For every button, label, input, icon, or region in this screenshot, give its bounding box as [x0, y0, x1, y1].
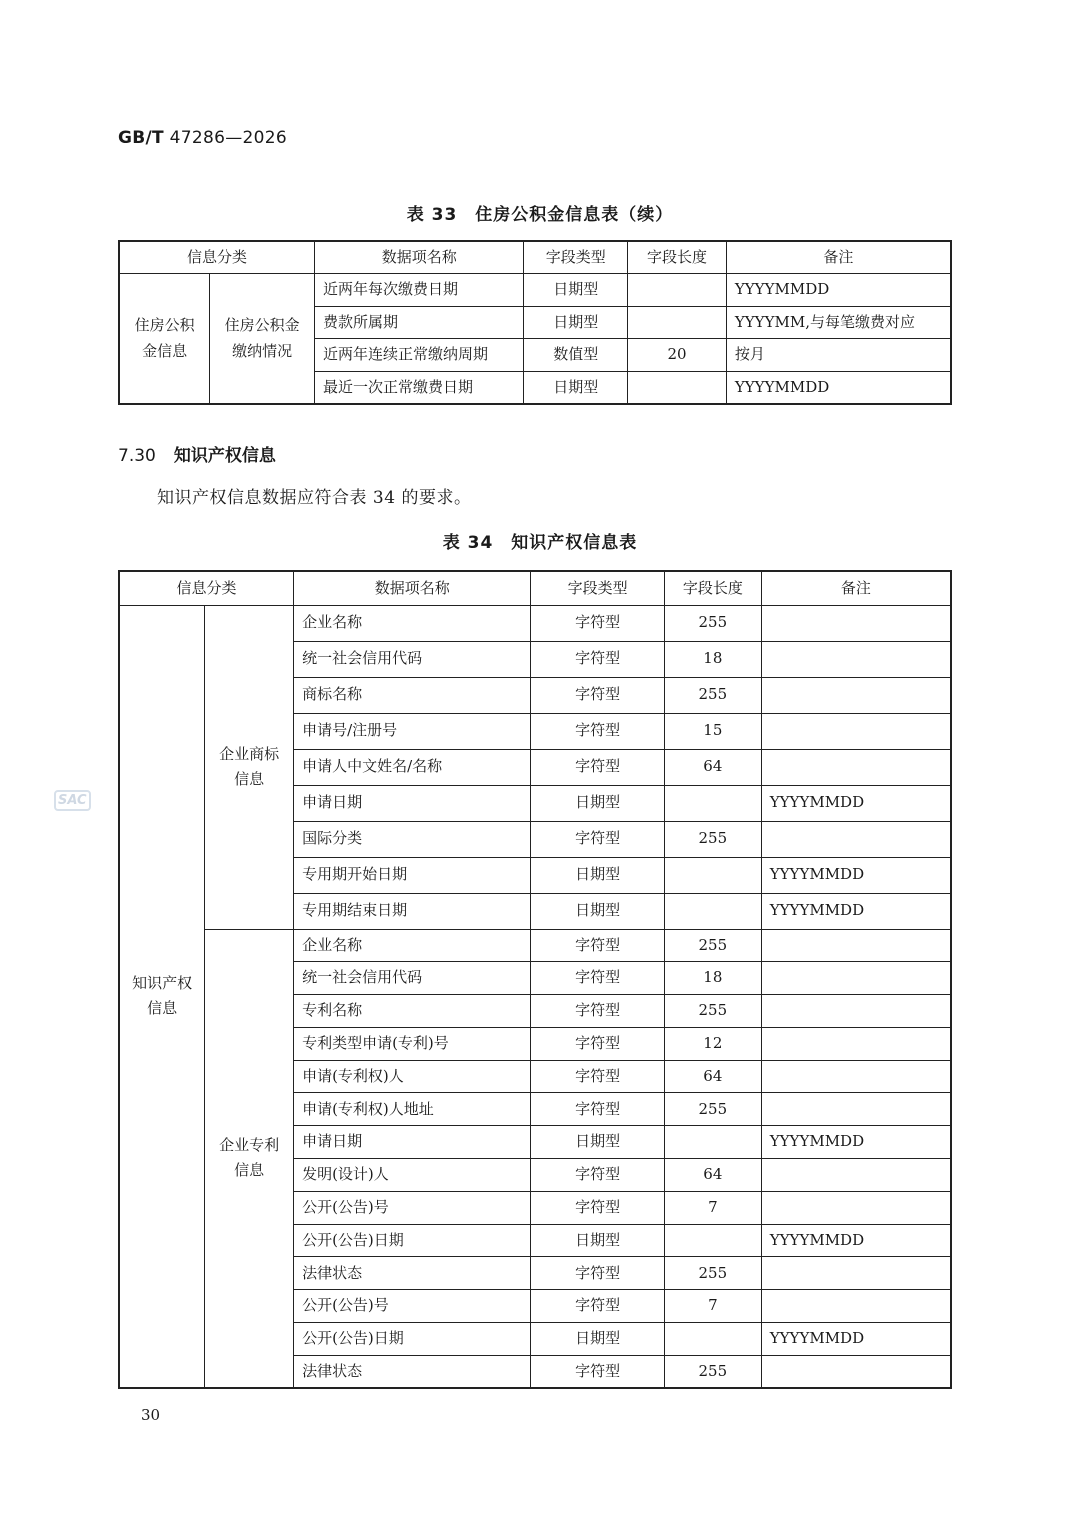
item-name-cell: 法律状态	[294, 1257, 531, 1290]
header-cell: 字段类型	[524, 241, 628, 274]
item-name-cell: 公开(公告)号	[294, 1191, 531, 1224]
sac-watermark: SAC	[54, 790, 91, 811]
field-type-cell: 日期型	[531, 1323, 665, 1356]
field-length-cell: 7	[664, 1191, 761, 1224]
field-type-cell: 字符型	[531, 641, 665, 677]
header-cell: 数据项名称	[315, 241, 524, 274]
field-type-cell: 字符型	[531, 1093, 665, 1126]
field-type-cell: 日期型	[531, 1126, 665, 1159]
item-name-cell: 申请(专利权)人	[294, 1060, 531, 1093]
field-length-cell	[664, 1224, 761, 1257]
field-type-cell: 日期型	[524, 371, 628, 404]
note-cell	[761, 821, 951, 857]
table-row	[119, 274, 951, 307]
note-cell	[761, 1355, 951, 1388]
item-name-cell: 最近一次正常缴费日期	[315, 371, 524, 404]
item-name-cell: 近两年连续正常缴纳周期	[315, 339, 524, 372]
note-cell	[761, 995, 951, 1028]
item-name-cell: 法律状态	[294, 1355, 531, 1388]
field-length-cell: 255	[664, 929, 761, 962]
note-cell	[761, 1093, 951, 1126]
note-cell: YYYYMMDD	[761, 857, 951, 893]
field-type-cell: 字符型	[531, 1355, 665, 1388]
field-length-cell: 255	[664, 1355, 761, 1388]
field-length-cell: 255	[664, 677, 761, 713]
item-name-cell: 公开(公告)号	[294, 1290, 531, 1323]
item-name-cell: 企业名称	[294, 929, 531, 962]
note-cell	[761, 1191, 951, 1224]
item-name-cell: 费款所属期	[315, 306, 524, 339]
field-type-cell: 字符型	[531, 1191, 665, 1224]
note-cell: 按月	[726, 339, 951, 372]
table34-header-row	[119, 571, 951, 605]
field-type-cell: 字符型	[531, 1027, 665, 1060]
table34-caption: 表 34 知识产权信息表	[442, 533, 638, 553]
note-cell	[761, 1257, 951, 1290]
header-cell: 字段长度	[628, 241, 727, 274]
field-length-cell	[664, 785, 761, 821]
field-length-cell: 7	[664, 1290, 761, 1323]
item-name-cell: 国际分类	[294, 821, 531, 857]
note-cell	[761, 1290, 951, 1323]
field-length-cell: 18	[664, 962, 761, 995]
note-cell	[761, 1060, 951, 1093]
item-name-cell: 申请号/注册号	[294, 713, 531, 749]
field-type-cell: 字符型	[531, 1257, 665, 1290]
field-length-cell: 64	[664, 1159, 761, 1192]
field-length-cell: 255	[664, 1093, 761, 1126]
section-title: 知识产权信息	[173, 446, 276, 466]
note-cell: YYYYMMDD	[761, 1323, 951, 1356]
header-cell: 信息分类	[119, 241, 315, 274]
standard-code	[118, 128, 287, 148]
field-length-cell: 18	[664, 641, 761, 677]
field-type-cell: 字符型	[531, 713, 665, 749]
field-length-cell	[628, 371, 727, 404]
field-length-cell: 15	[664, 713, 761, 749]
field-length-cell: 255	[664, 821, 761, 857]
item-name-cell: 企业名称	[294, 605, 531, 641]
field-type-cell: 日期型	[524, 306, 628, 339]
item-name-cell: 专用期结束日期	[294, 893, 531, 929]
item-name-cell: 近两年每次缴费日期	[315, 274, 524, 307]
paragraph: 知识产权信息数据应符合表 34 的要求。	[157, 488, 472, 508]
header-cell: 数据项名称	[294, 571, 531, 605]
note-cell: YYYYMMDD	[761, 1224, 951, 1257]
section-heading	[118, 441, 276, 466]
field-length-cell: 64	[664, 1060, 761, 1093]
subcategory-cell: 企业商标信息	[205, 605, 294, 929]
note-cell: YYYYMMDD	[761, 893, 951, 929]
field-length-cell	[628, 274, 727, 307]
item-name-cell: 申请日期	[294, 1126, 531, 1159]
field-type-cell: 字符型	[531, 1159, 665, 1192]
field-length-cell: 12	[664, 1027, 761, 1060]
field-type-cell: 日期型	[524, 274, 628, 307]
note-cell: YYYYMMDD	[726, 274, 951, 307]
item-name-cell: 发明(设计)人	[294, 1159, 531, 1192]
field-length-cell	[664, 893, 761, 929]
section-number: 7.30	[118, 446, 156, 466]
field-length-cell: 255	[664, 995, 761, 1028]
field-length-cell: 20	[628, 339, 727, 372]
note-cell: YYYYMMDD	[726, 371, 951, 404]
field-type-cell: 字符型	[531, 749, 665, 785]
header-cell: 字段类型	[531, 571, 665, 605]
field-type-cell: 字符型	[531, 605, 665, 641]
field-length-cell	[664, 1323, 761, 1356]
field-type-cell: 字符型	[531, 929, 665, 962]
table-row	[119, 929, 951, 962]
standard-prefix: GB/T	[118, 128, 164, 148]
item-name-cell: 公开(公告)日期	[294, 1224, 531, 1257]
note-cell	[761, 962, 951, 995]
note-cell: YYYYMMDD	[761, 785, 951, 821]
item-name-cell: 公开(公告)日期	[294, 1323, 531, 1356]
header-cell: 备注	[726, 241, 951, 274]
field-type-cell: 数值型	[524, 339, 628, 372]
note-cell	[761, 1027, 951, 1060]
field-type-cell: 字符型	[531, 821, 665, 857]
field-length-cell	[664, 1126, 761, 1159]
note-cell	[761, 677, 951, 713]
note-cell	[761, 605, 951, 641]
field-type-cell: 字符型	[531, 677, 665, 713]
table33	[118, 240, 952, 405]
category-cell: 住房公积金信息	[119, 274, 210, 404]
field-type-cell: 日期型	[531, 785, 665, 821]
item-name-cell: 专利类型申请(专利)号	[294, 1027, 531, 1060]
field-length-cell	[628, 306, 727, 339]
item-name-cell: 申请人中文姓名/名称	[294, 749, 531, 785]
field-type-cell: 字符型	[531, 962, 665, 995]
note-cell	[761, 641, 951, 677]
field-length-cell	[664, 857, 761, 893]
item-name-cell: 申请日期	[294, 785, 531, 821]
page-number: 30	[141, 1406, 161, 1424]
item-name-cell: 专利名称	[294, 995, 531, 1028]
note-cell: YYYYMMDD	[761, 1126, 951, 1159]
category-cell: 知识产权信息	[119, 605, 205, 1388]
field-type-cell: 字符型	[531, 1060, 665, 1093]
header-cell: 备注	[761, 571, 951, 605]
field-type-cell: 日期型	[531, 893, 665, 929]
field-type-cell: 日期型	[531, 1224, 665, 1257]
header-cell: 字段长度	[664, 571, 761, 605]
field-type-cell: 字符型	[531, 995, 665, 1028]
header-cell: 信息分类	[119, 571, 294, 605]
note-cell	[761, 749, 951, 785]
note-cell	[761, 929, 951, 962]
item-name-cell: 商标名称	[294, 677, 531, 713]
field-type-cell: 日期型	[531, 857, 665, 893]
item-name-cell: 申请(专利权)人地址	[294, 1093, 531, 1126]
table33-header-row	[119, 241, 951, 274]
note-cell	[761, 1159, 951, 1192]
field-type-cell: 字符型	[531, 1290, 665, 1323]
note-cell	[761, 713, 951, 749]
item-name-cell: 统一社会信用代码	[294, 641, 531, 677]
note-cell: YYYYMM,与每笔缴费对应	[726, 306, 951, 339]
table33-caption: 表 33 住房公积金信息表（续）	[406, 205, 674, 225]
field-length-cell: 64	[664, 749, 761, 785]
table34	[118, 570, 952, 1389]
item-name-cell: 统一社会信用代码	[294, 962, 531, 995]
standard-number: 47286—2026	[169, 128, 287, 148]
subcategory-cell: 住房公积金缴纳情况	[210, 274, 315, 404]
table-row	[119, 605, 951, 641]
field-length-cell: 255	[664, 1257, 761, 1290]
item-name-cell: 专用期开始日期	[294, 857, 531, 893]
field-length-cell: 255	[664, 605, 761, 641]
subcategory-cell: 企业专利信息	[205, 929, 294, 1388]
